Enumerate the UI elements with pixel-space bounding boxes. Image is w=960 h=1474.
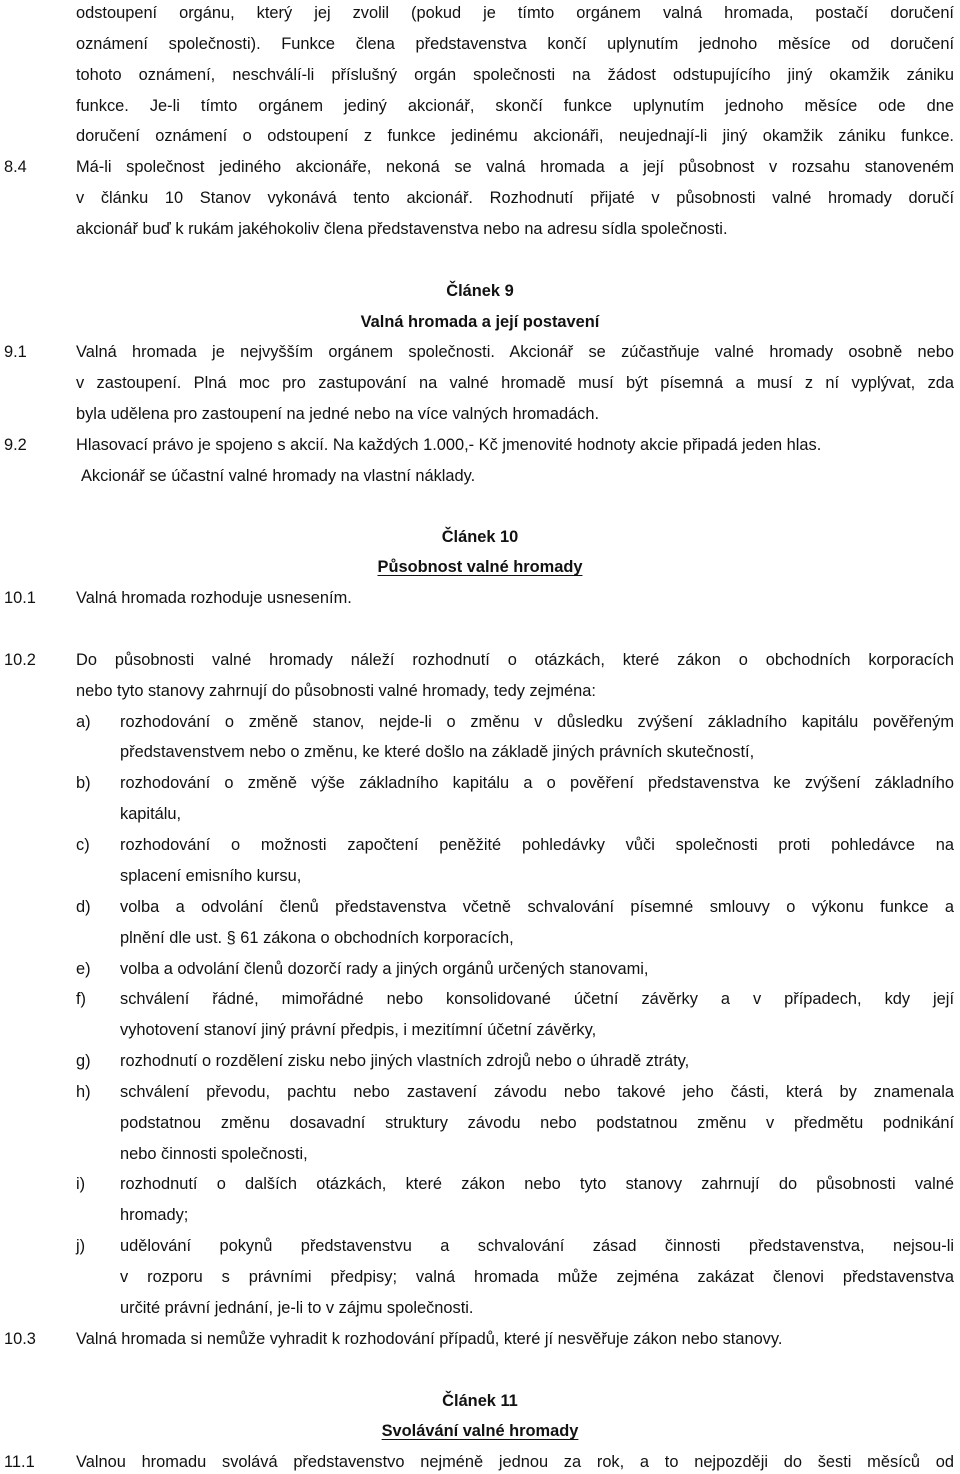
list-item-line: nebo činnosti společnosti, <box>120 1145 308 1163</box>
paragraph-line: Valná hromada rozhoduje usnesením. <box>76 589 352 607</box>
paragraph-line: byla udělena pro zastoupení na jedné nebo na více valných hromadách. <box>76 405 600 423</box>
list-item-line: schválení řádné, mimořádné nebo konsolidované účetní závěrky a v případech, kdy její <box>120 990 954 1008</box>
list-item-line: udělování pokynů představenstvu a schvalování zásad činnosti představenstva, nejsou-li <box>120 1237 954 1255</box>
list-item-line: rozhodnutí o rozdělení zisku nebo jiných vlastních zdrojů nebo o úhradě ztráty, <box>120 1052 690 1070</box>
article-heading: Článek 10 <box>441 528 519 546</box>
section-number: 10.1 <box>4 589 36 607</box>
paragraph-line: Má-li společnost jediného akcionáře, nekoná se valná hromada a její působnost v rozsahu stanoveném <box>76 158 954 176</box>
paragraph-line: Valná hromada je nejvyšším orgánem společnosti. Akcionář se zúčastňuje valné hromady osobně nebo <box>76 343 954 361</box>
list-item-line: v rozporu s právními předpisy; valná hromada může zejména zakázat členovi představenstva <box>120 1268 954 1286</box>
article-subheading: Svolávání valné hromady <box>381 1422 579 1440</box>
list-item-line: rozhodování o možnosti započtení peněžité pohledávky vůči společnosti proti pohledávce na <box>120 836 954 854</box>
list-item-line: rozhodování o změně stanov, nejde-li o změnu v důsledku zvýšení základního kapitálu pověřeným <box>120 713 954 731</box>
list-item-letter: j) <box>76 1237 86 1255</box>
list-item-line: určité právní jednání, je-li to v zájmu společnosti. <box>120 1299 474 1317</box>
list-item-letter: h) <box>76 1083 91 1101</box>
list-item-letter: a) <box>76 713 91 731</box>
paragraph-line: funkce. Je-li tímto orgánem jediný akcionář, skončí funkce uplynutím jednoho měsíce ode dne <box>76 97 954 115</box>
list-item-line: schválení převodu, pachtu nebo zastavení závodu nebo takové jeho části, která by znamenala <box>120 1083 954 1101</box>
list-item-letter: c) <box>76 836 90 854</box>
article-heading: Článek 11 <box>442 1392 518 1410</box>
list-item-line: vyhotovení stanoví jiný právní předpis, i mezitímní účetní závěrky, <box>120 1021 597 1039</box>
list-item-line: podstatnou změnu dosavadní struktury závodu nebo podstatnou změnu v předmětu podnikání <box>120 1114 954 1132</box>
article-heading: Článek 9 <box>446 282 514 300</box>
list-item-line: rozhodnutí o dalších otázkách, které zákon nebo tyto stanovy zahrnují do působnosti valné <box>120 1175 954 1193</box>
list-item-line: představenstvem nebo o změnu, ke které došlo na základě jiných právních skutečností, <box>120 743 755 761</box>
paragraph-line: tohoto oznámení, neschválí-li příslušný orgán společnosti na žádost odstupujícího jiný okamžik zániku <box>76 66 954 84</box>
paragraph-line: Valná hromada si nemůže vyhradit k rozhodování případů, které jí nesvěřuje zákon nebo stanovy. <box>76 1330 783 1348</box>
section-number: 11.1 <box>4 1453 35 1471</box>
paragraph-line: oznámení společnosti). Funkce člena představenstva končí uplynutím jednoho měsíce od doručení <box>76 35 954 53</box>
list-item-letter: g) <box>76 1052 91 1070</box>
paragraph-line: odstoupení orgánu, který jej zvolil (pokud je tímto orgánem valná hromada, postačí doručení <box>76 4 954 22</box>
list-item-letter: b) <box>76 774 91 792</box>
article-subheading: Působnost valné hromady <box>377 558 583 576</box>
paragraph-line: Do působnosti valné hromady náleží rozhodnutí o otázkách, které zákon o obchodních korporacích <box>76 651 954 669</box>
list-item-letter: f) <box>76 990 87 1008</box>
paragraph-line: Valnou hromadu svolává představenstvo nejméně jednou za rok, a to nejpozději do šesti měsíců od <box>76 1453 954 1471</box>
section-number: 10.3 <box>4 1330 36 1348</box>
list-item-line: rozhodování o změně výše základního kapitálu a o pověření představenstva ke zvýšení základního <box>120 774 954 792</box>
list-item-letter: e) <box>76 960 91 978</box>
list-item-line: plnění dle ust. § 61 zákona o obchodních korporacích, <box>120 929 514 947</box>
list-item-letter: d) <box>76 898 91 916</box>
list-item-line: volba a odvolání členů dozorčí rady a jiných orgánů určených stanovami, <box>120 960 649 978</box>
list-item-line: volba a odvolání členů představenstva včetně schvalování písemné smlouvy o výkonu funkce a <box>120 898 954 916</box>
paragraph-line: Hlasovací právo je spojeno s akcií. Na každých 1.000,- Kč jmenovité hodnoty akcie připadá jeden hlas. <box>76 436 822 454</box>
list-item-line: splacení emisního kursu, <box>120 867 302 885</box>
list-item-line: kapitálu, <box>120 805 182 823</box>
list-item-letter: i) <box>76 1175 86 1193</box>
section-number: 9.1 <box>4 343 27 361</box>
section-number: 8.4 <box>4 158 27 176</box>
list-item-line: hromady; <box>120 1206 189 1224</box>
section-number: 10.2 <box>4 651 36 669</box>
paragraph-line: akcionář buď k rukám jakéhokoliv člena představenstva nebo na adresu sídla společnosti. <box>76 220 728 238</box>
paragraph-line: nebo tyto stanovy zahrnují do působnosti valné hromady, tedy zejména: <box>76 682 596 700</box>
article-subheading: Valná hromada a její postavení <box>360 313 600 331</box>
paragraph-line: v zastoupení. Plná moc pro zastupování na valné hromadě musí být písemná a musí z ní vyplývat, zda <box>76 374 954 392</box>
paragraph-line: v článku 10 Stanov vykonává tento akcionář. Rozhodnutí přijaté v působnosti valné hromady doručí <box>76 189 954 207</box>
paragraph-line: doručení oznámení o odstoupení z funkce jedinému akcionáři, neujednají-li jiný okamžik zániku funkce. <box>76 127 954 145</box>
section-number: 9.2 <box>4 436 27 454</box>
paragraph-line: Akcionář se účastní valné hromady na vlastní náklady. <box>81 467 476 485</box>
